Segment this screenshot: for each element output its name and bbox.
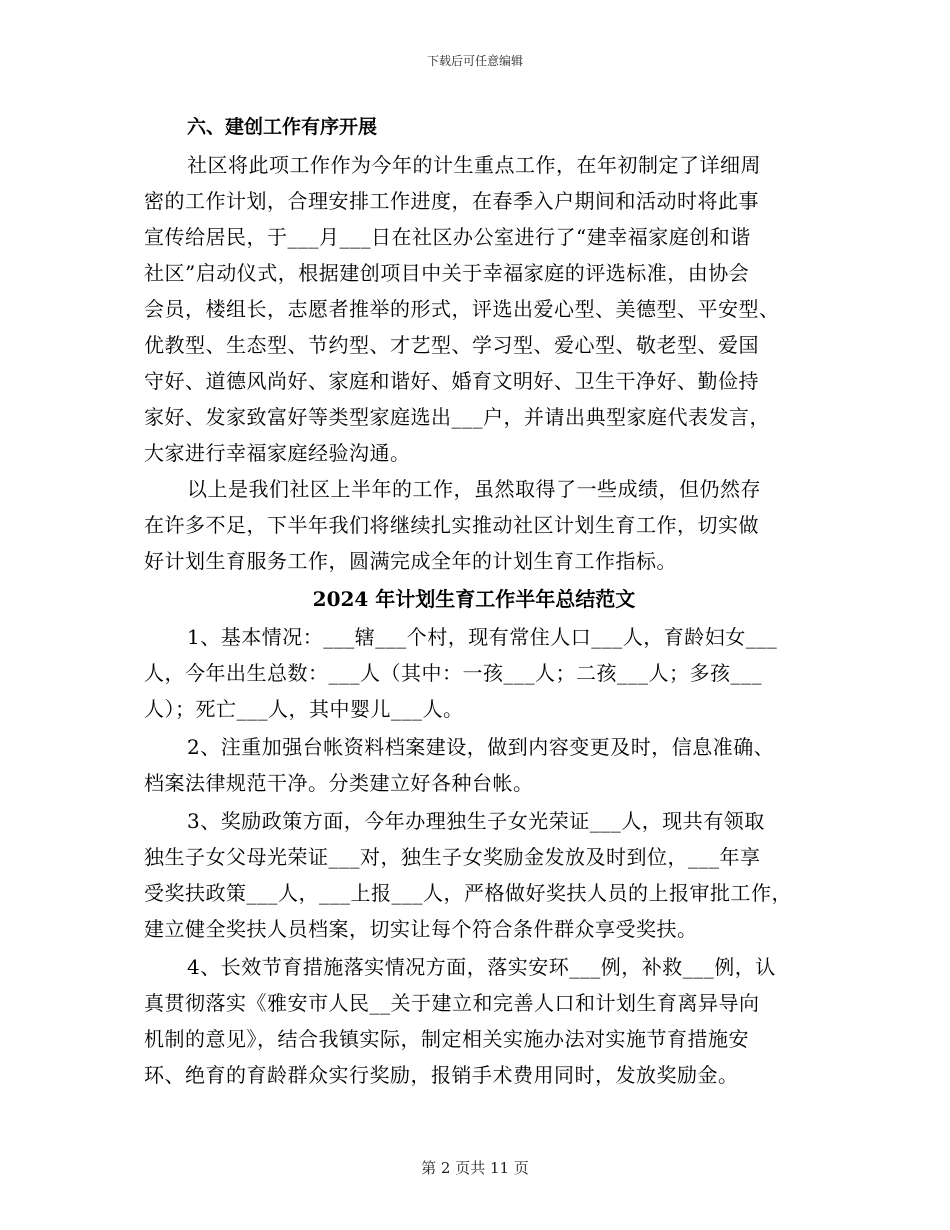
paragraph-line: 受奖扶政策___人，___上报___人，严格做好奖扶人员的上报审批工作， [144,881,792,905]
paragraph-line: 社区将此项工作作为今年的计生重点工作，在年初制定了详细周 [187,153,761,177]
document-body [144,108,804,1093]
paragraph-line: 档案法律规范干净。分类建立好各种台帐。 [144,771,534,795]
paragraph-line: 3、奖励政策方面，今年办理独生子女光荣证___人，现共有领取 [187,809,765,833]
paragraph-line: 守好、道德风尚好、家庭和谐好、婚育文明好、卫生干净好、勤俭持 [144,369,759,393]
paragraph-line: 真贯彻落实《雅安市人民__关于建立和完善人口和计划生育离异导向 [144,991,760,1015]
page-footer: 第 2 页共 11 页 [421,1159,529,1177]
article-title: 2024 年计划生育工作半年总结范文 [312,587,636,611]
paragraph-line: 建立健全奖扶人员档案，切实让每个符合条件群众享受奖扶。 [144,917,698,941]
section-heading: 六、建创工作有序开展 [187,116,378,138]
paragraph-line: 优教型、生态型、节约型、才艺型、学习型、爱心型、敬老型、爱国 [144,333,759,357]
paragraph-basic-info [144,619,804,727]
paragraph-line: 密的工作计划，合理安排工作进度，在春季入户期间和活动时将此事 [144,189,759,213]
paragraph-line: 人）；死亡___人，其中婴儿___人。 [144,697,464,721]
paragraph-line: 大家进行幸福家庭经验沟通。 [144,441,411,465]
paragraph-line: 4、长效节育措施落实情况方面，落实安环___例，补救___例，认 [187,955,776,979]
paragraph-line: 1、基本情况：___辖___个村，现有常住人口___人，育龄妇女___ [187,625,778,649]
paragraph-line: 家好、发家致富好等类型家庭选出___户，并请出典型家庭代表发言， [144,405,770,429]
paragraph-line: 在许多不足，下半年我们将继续扎实推动社区计划生育工作，切实做 [144,513,759,537]
paragraph-rewards [144,803,804,947]
paragraph-line: 以上是我们社区上半年的工作，虽然取得了一些成绩，但仍然存 [187,477,761,501]
paragraph-records [144,729,804,801]
paragraph-line: 宣传给居民，于___月___日在社区办公室进行了“建幸福家庭创和谐 [144,225,751,249]
closing-paragraph [144,471,804,579]
page-header: 下载后可任意编辑 [426,54,523,68]
paragraph-line: 机制的意见》，结合我镇实际，制定相关实施办法对实施节育措施安 [144,1027,749,1051]
paragraph-line: 环、绝育的育龄群众实行奖励，报销手术费用同时，发放奖励金。 [144,1063,739,1087]
paragraph-line: 人，今年出生总数：___人（其中：一孩___人；二孩___人；多孩___ [144,661,762,685]
paragraph-line: 好计划生育服务工作，圆满完成全年的计划生育工作指标。 [144,549,677,573]
section-six-paragraph [144,147,804,471]
paragraph-line: 独生子女父母光荣证___对，独生子女奖励金发放及时到位，___年享 [144,845,761,869]
paragraph-measures [144,949,804,1093]
paragraph-line: 社区”启动仪式，根据建创项目中关于幸福家庭的评选标准，由协会 [144,261,750,285]
paragraph-line: 2、注重加强台帐资料档案建设，做到内容变更及时，信息准确、 [187,735,775,759]
paragraph-line: 会员，楼组长，志愿者推举的形式，评选出爱心型、美德型、平安型、 [144,297,780,321]
